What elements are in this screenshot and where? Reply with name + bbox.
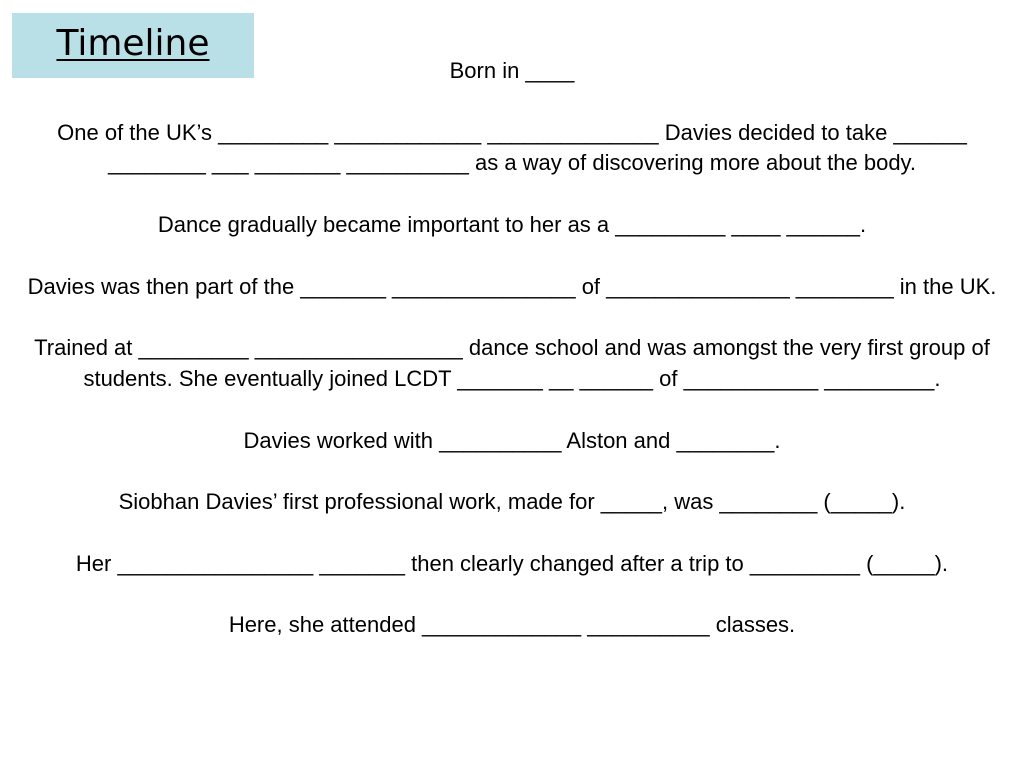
paragraph-born: Born in ____ xyxy=(449,58,575,83)
paragraph-trained-at: Trained at _________ _________________ dance school and was amongst the very first group of students. She eventually joined LCDT _______ __ ______ of ___________ _________. xyxy=(34,335,990,391)
timeline-worksheet-body xyxy=(20,56,1004,641)
slide-title: Timeline xyxy=(56,23,210,64)
paragraph-part-of: Davies was then part of the _______ _______________ of _______________ ________ in the UK. xyxy=(27,273,997,299)
paragraph-worked-with: Davies worked with __________ Alston and ________. xyxy=(243,427,781,453)
paragraph-uk-davies-decided: One of the UK’s _________ ____________ ______________ Davies decided to take ______ ________ ___ _______ __________ as a way of discovering more about the body. xyxy=(57,119,967,176)
paragraph-classes: Here, she attended _____________ __________ classes. xyxy=(228,612,796,638)
paragraph-first-work: Siobhan Davies’ first professional work, made for _____, was ________ (_____). xyxy=(118,489,906,515)
paragraph-dance-important: Dance gradually became important to her as a _________ ____ ______. xyxy=(157,211,867,237)
paragraph-trip: Her ________________ _______ then clearly changed after a trip to _________ (_____). xyxy=(75,550,949,576)
